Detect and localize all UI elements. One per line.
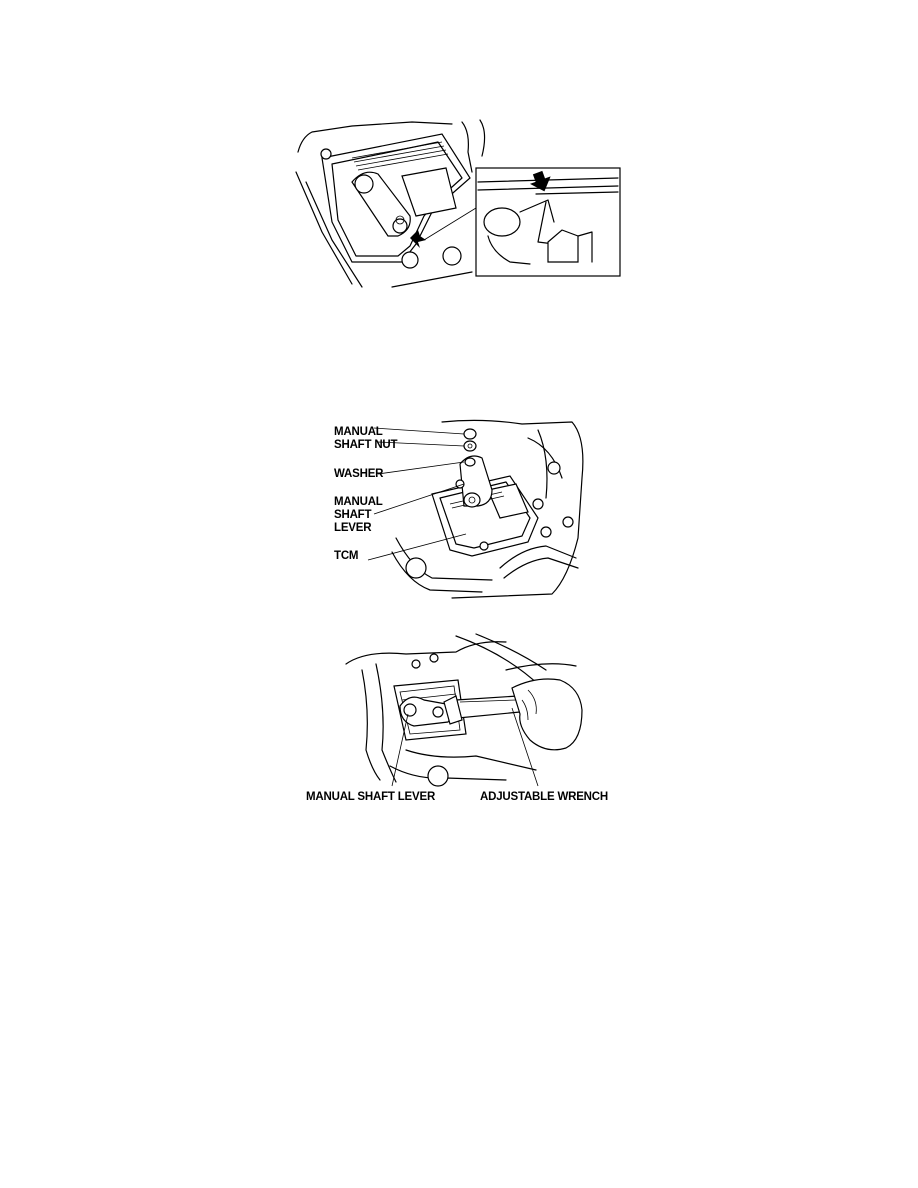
- figure-tcm-removal: [292, 112, 622, 292]
- figure-manual-shaft-components: [332, 418, 588, 602]
- figure-wrench-on-lever: [306, 630, 608, 803]
- tcm-removal-illustration: [292, 112, 622, 292]
- callout-manual-shaft-lever: MANUAL SHAFT LEVER: [334, 496, 383, 534]
- callout-adjustable-wrench: ADJUSTABLE WRENCH: [480, 791, 608, 803]
- callout-manual-shaft-nut: MANUAL SHAFT NUT: [334, 426, 398, 451]
- callout-tcm: TCM: [334, 550, 359, 562]
- wrench-on-lever-illustration: [306, 630, 586, 790]
- callout-washer: WASHER: [334, 468, 384, 480]
- callout-manual-shaft-lever-wrench-fig: MANUAL SHAFT LEVER: [306, 791, 436, 803]
